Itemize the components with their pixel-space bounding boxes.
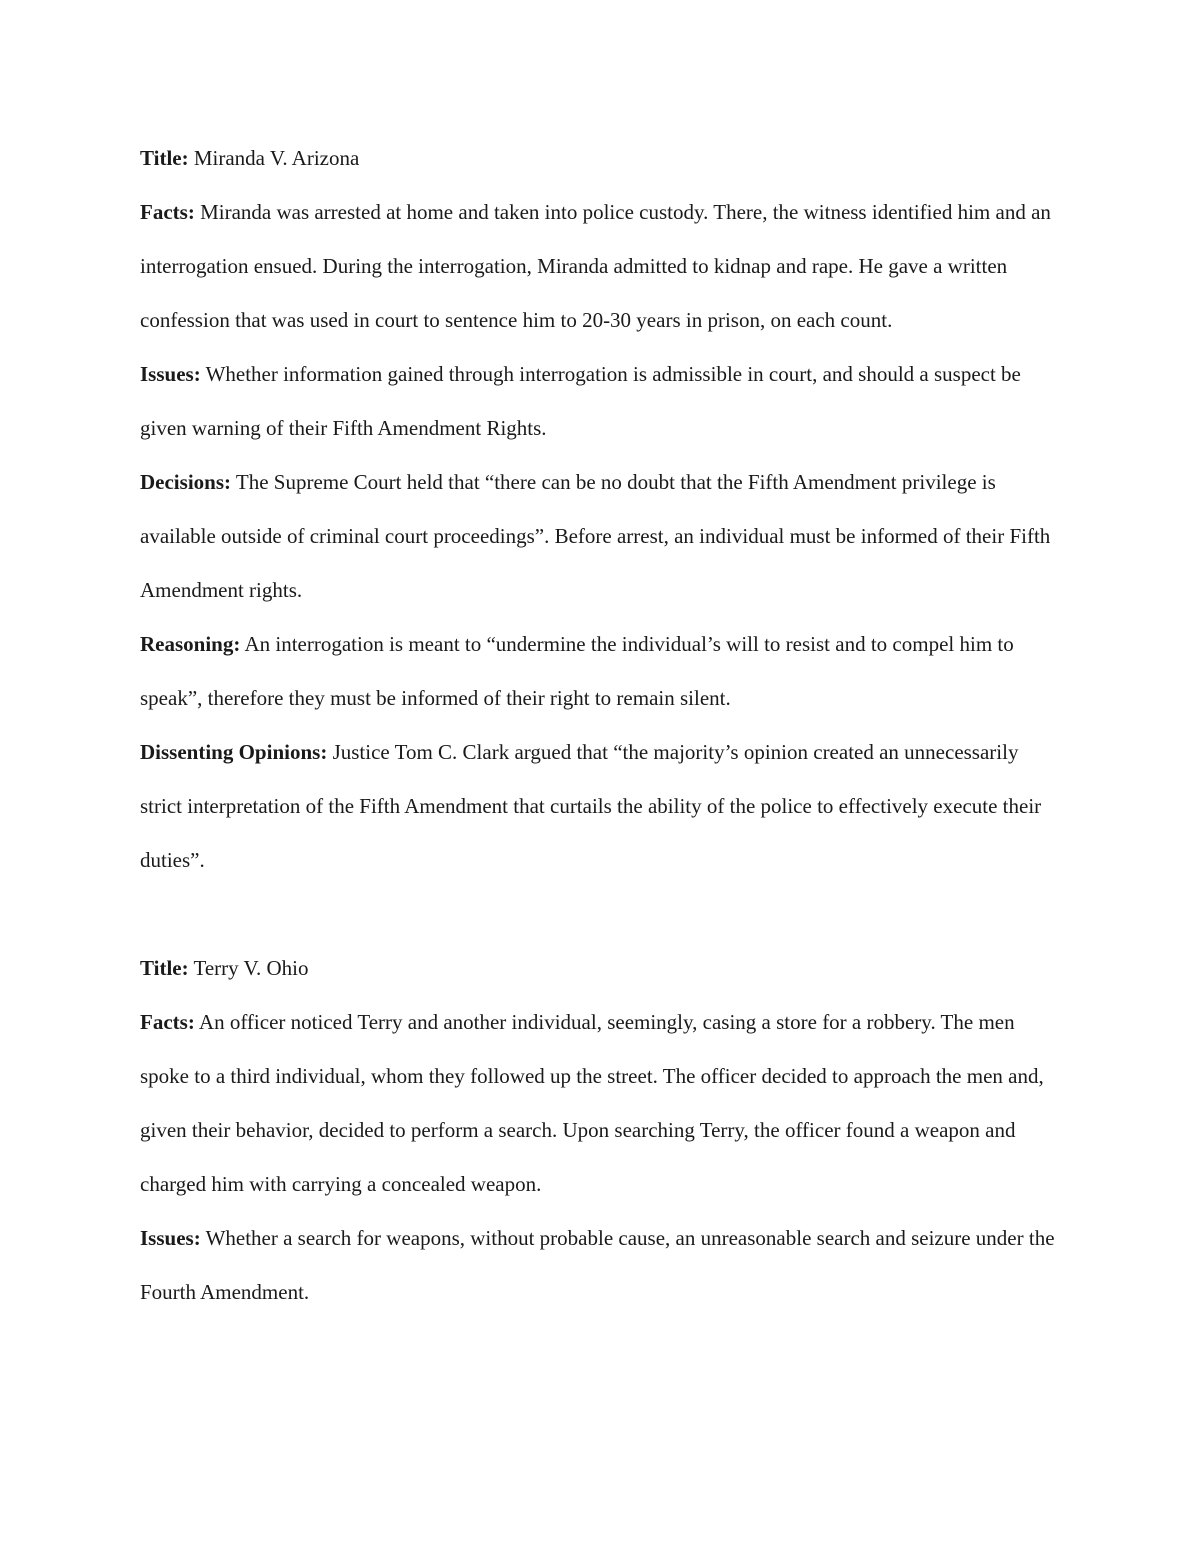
field-text: Whether information gained through interrogation is admissible in court, and should a suspect be given warning of their Fifth Amendment Rights. xyxy=(140,362,1021,440)
case-facts xyxy=(140,995,1060,1211)
field-text: Miranda was arrested at home and taken into police custody. There, the witness identified him and an interrogation ensued. During the interrogation, Miranda admitted to kidnap and rape. He gave a written confession that was used in court to sentence him to 20-30 years in prison, on each count. xyxy=(140,200,1051,332)
field-label: Title: xyxy=(140,956,189,980)
field-label: Reasoning: xyxy=(140,632,241,656)
case-reasoning xyxy=(140,617,1060,725)
field-text: An interrogation is meant to “undermine the individual’s will to resist and to compel him to speak”, therefore they must be informed of their right to remain silent. xyxy=(140,632,1014,710)
field-text: The Supreme Court held that “there can be no doubt that the Fifth Amendment privilege is available outside of criminal court proceedings”. Before arrest, an individual must be informed of their Fifth Amendment rights. xyxy=(140,470,1051,602)
case-decisions xyxy=(140,455,1060,617)
field-text: Justice Tom C. Clark argued that “the majority’s opinion created an unnecessarily strict interpretation of the Fifth Amendment that curtails the ability of the police to effectively execute their duties”. xyxy=(140,740,1042,872)
case-facts xyxy=(140,185,1060,347)
field-label: Issues: xyxy=(140,1226,201,1250)
field-text: Whether a search for weapons, without probable cause, an unreasonable search and seizure under the Fourth Amendment. xyxy=(140,1226,1055,1304)
case-title xyxy=(140,941,1060,995)
document-body xyxy=(140,131,1060,1319)
field-text: Miranda V. Arizona xyxy=(193,146,360,170)
field-label: Issues: xyxy=(140,362,201,386)
case-separator xyxy=(140,887,1060,941)
field-label: Facts: xyxy=(140,200,195,224)
field-label: Dissenting Opinions: xyxy=(140,740,328,764)
field-label: Facts: xyxy=(140,1010,195,1034)
field-text: An officer noticed Terry and another individual, seemingly, casing a store for a robbery. The men spoke to a third individual, whom they followed up the street. The officer decided to approach the men and, given their behavior, decided to perform a search. Upon searching Terry, the officer found a weapon and charged him with carrying a concealed weapon. xyxy=(140,1010,1044,1196)
case-issues xyxy=(140,347,1060,455)
case-terry xyxy=(140,941,1060,1319)
field-label: Decisions: xyxy=(140,470,231,494)
case-title xyxy=(140,131,1060,185)
field-label: Title: xyxy=(140,146,189,170)
case-dissenting-opinions xyxy=(140,725,1060,887)
case-issues xyxy=(140,1211,1060,1319)
field-text: Terry V. Ohio xyxy=(193,956,309,980)
case-miranda xyxy=(140,131,1060,887)
